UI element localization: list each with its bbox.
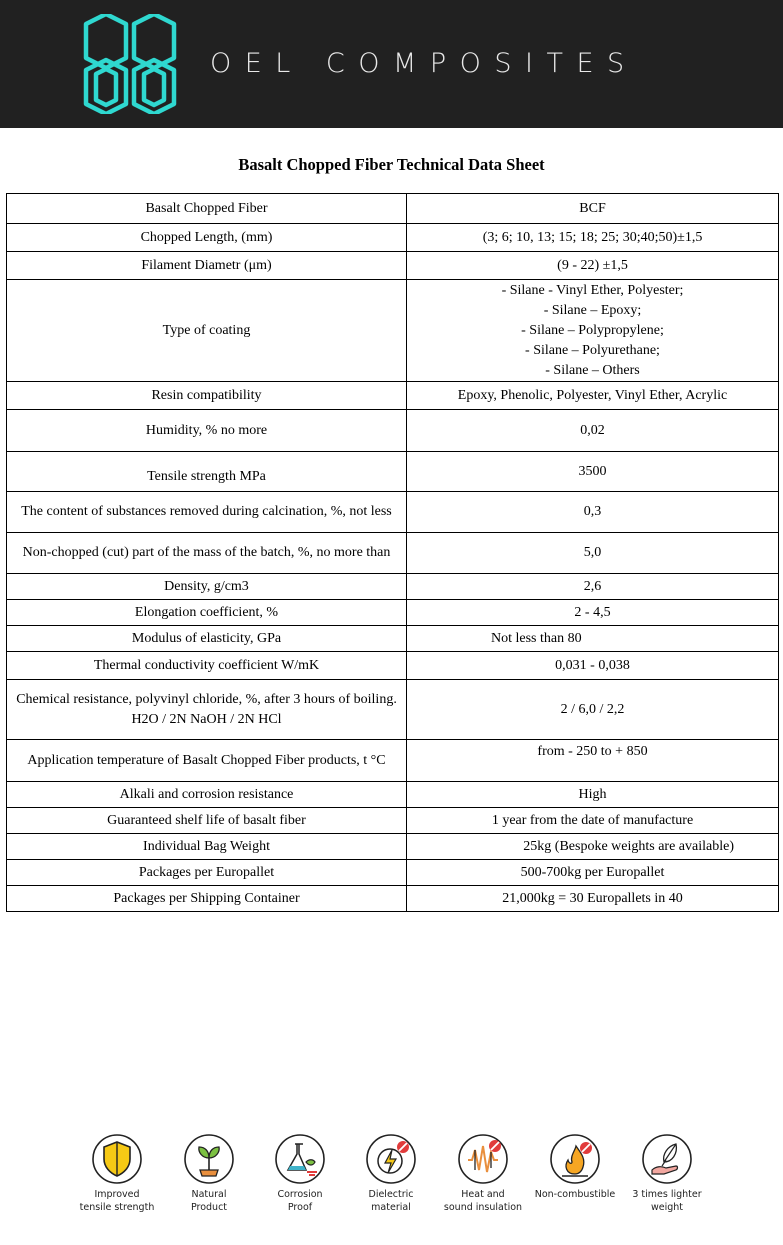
- row-value: BCF: [407, 194, 779, 224]
- feature-natural-product: [163, 1132, 255, 1214]
- feature-label: Dielectric: [368, 1189, 414, 1200]
- row-value: High: [407, 782, 779, 808]
- feature-label: Heat and: [461, 1189, 505, 1200]
- table-row: [7, 410, 779, 452]
- site-header: [0, 0, 783, 128]
- feather-hand-icon: [640, 1132, 694, 1186]
- table-row: [7, 680, 779, 740]
- row-label: Modulus of elasticity, GPa: [7, 626, 407, 652]
- sound-wave-icon: [456, 1132, 510, 1186]
- feature-label: Product: [190, 1202, 228, 1213]
- row-label: Type of coating: [7, 280, 407, 382]
- feature-label: Natural: [191, 1189, 227, 1200]
- spec-table: [6, 193, 779, 912]
- coating-types-cell: [407, 280, 779, 382]
- row-label: Elongation coefficient, %: [7, 600, 407, 626]
- leaf-icon: [182, 1132, 236, 1186]
- table-row: [7, 382, 779, 410]
- row-value: Not less than 80: [407, 626, 779, 652]
- table-row: [7, 492, 779, 533]
- row-label: Packages per Shipping Container: [7, 886, 407, 912]
- coating-type: - Silane – Polyurethane;: [525, 342, 660, 358]
- table-row: [7, 533, 779, 574]
- coating-type: - Silane - Vinyl Ether, Polyester;: [501, 282, 684, 298]
- table-row: [7, 452, 779, 492]
- row-label: Resin compatibility: [7, 382, 407, 410]
- table-row: [7, 886, 779, 912]
- feature-label: material: [371, 1202, 411, 1213]
- row-label: Filament Diametr (μm): [7, 252, 407, 280]
- feature-label: sound insulation: [443, 1202, 523, 1213]
- feature-icons-row: [0, 1132, 783, 1232]
- row-value: 2 - 4,5: [407, 600, 779, 626]
- feature-corrosion-proof: [254, 1132, 346, 1214]
- row-label: Density, g/cm3: [7, 574, 407, 600]
- chemical-reagents: H2O / 2N NaOH / 2N HCl: [131, 711, 282, 727]
- row-value: 2 / 6,0 / 2,2: [407, 680, 779, 740]
- flask-icon: [273, 1132, 327, 1186]
- feature-label: weight: [650, 1202, 684, 1213]
- fire-icon: [548, 1132, 602, 1186]
- table-row: [7, 252, 779, 280]
- row-value: 5,0: [407, 533, 779, 574]
- row-value: from - 250 to + 850: [407, 740, 779, 782]
- table-row: [7, 600, 779, 626]
- coating-type: - Silane – Polypropylene;: [521, 322, 664, 338]
- row-label: The content of substances removed during calcination, %, not less: [7, 492, 407, 533]
- feature-label: 3 times lighter: [632, 1189, 702, 1200]
- row-label: Chemical resistance, polyvinyl chloride, %, after 3 hours of boiling.: [16, 691, 397, 707]
- lightning-icon: [364, 1132, 418, 1186]
- row-value: 500-700kg per Europallet: [407, 860, 779, 886]
- feature-dielectric: [345, 1132, 437, 1214]
- hexagon-logo-icon: [80, 14, 180, 114]
- table-row: [7, 194, 779, 224]
- feature-label: Corrosion: [277, 1189, 323, 1200]
- table-row: [7, 280, 779, 382]
- brand-name: OEL COMPOSITES: [210, 48, 638, 79]
- row-label: Individual Bag Weight: [7, 834, 407, 860]
- table-row: [7, 834, 779, 860]
- feature-label: tensile strength: [79, 1202, 155, 1213]
- row-label: Non-chopped (cut) part of the mass of the batch, %, no more than: [7, 533, 407, 574]
- row-value: Epoxy, Phenolic, Polyester, Vinyl Ether, Acrylic: [407, 382, 779, 410]
- row-value: 0,031 - 0,038: [407, 652, 779, 680]
- row-label: Basalt Chopped Fiber: [7, 194, 407, 224]
- row-value: 21,000kg = 30 Europallets in 40: [407, 886, 779, 912]
- row-label: Humidity, % no more: [7, 410, 407, 452]
- table-row: [7, 652, 779, 680]
- row-label: Chopped Length, (mm): [7, 224, 407, 252]
- coating-type: - Silane – Others: [545, 362, 640, 378]
- row-label: Thermal conductivity coefficient W/mK: [7, 652, 407, 680]
- document-title: Basalt Chopped Fiber Technical Data Sheet: [238, 155, 545, 174]
- feature-label: Proof: [287, 1202, 313, 1213]
- row-value: 1 year from the date of manufacture: [407, 808, 779, 834]
- row-value: 3500: [407, 452, 779, 492]
- row-label: Tensile strength MPa: [7, 452, 407, 492]
- row-label: Alkali and corrosion resistance: [7, 782, 407, 808]
- shield-icon: [90, 1132, 144, 1186]
- table-row: [7, 808, 779, 834]
- feature-tensile-strength: [71, 1132, 163, 1214]
- feature-label: Improved: [94, 1189, 140, 1200]
- row-value: 25kg (Bespoke weights are available): [407, 834, 779, 860]
- feature-heat-sound-insulation: [437, 1132, 529, 1214]
- row-value: 0,3: [407, 492, 779, 533]
- coating-type: - Silane – Epoxy;: [543, 302, 642, 318]
- feature-non-combustible: [529, 1132, 621, 1201]
- row-label: Application temperature of Basalt Chopped Fiber products, t °C: [7, 740, 407, 782]
- row-value: (9 - 22) ±1,5: [407, 252, 779, 280]
- row-label: Packages per Europallet: [7, 860, 407, 886]
- table-row: [7, 626, 779, 652]
- table-row: [7, 860, 779, 886]
- feature-lighter-weight: [621, 1132, 713, 1214]
- row-value: 0,02: [407, 410, 779, 452]
- table-row: [7, 574, 779, 600]
- row-value: 2,6: [407, 574, 779, 600]
- table-row: [7, 740, 779, 782]
- table-row: [7, 224, 779, 252]
- chemical-resistance-label-cell: [7, 680, 407, 740]
- row-label: Guaranteed shelf life of basalt fiber: [7, 808, 407, 834]
- feature-label: Non-combustible: [534, 1189, 616, 1200]
- row-value: (3; 6; 10, 13; 15; 18; 25; 30;40;50)±1,5: [407, 224, 779, 252]
- table-row: [7, 782, 779, 808]
